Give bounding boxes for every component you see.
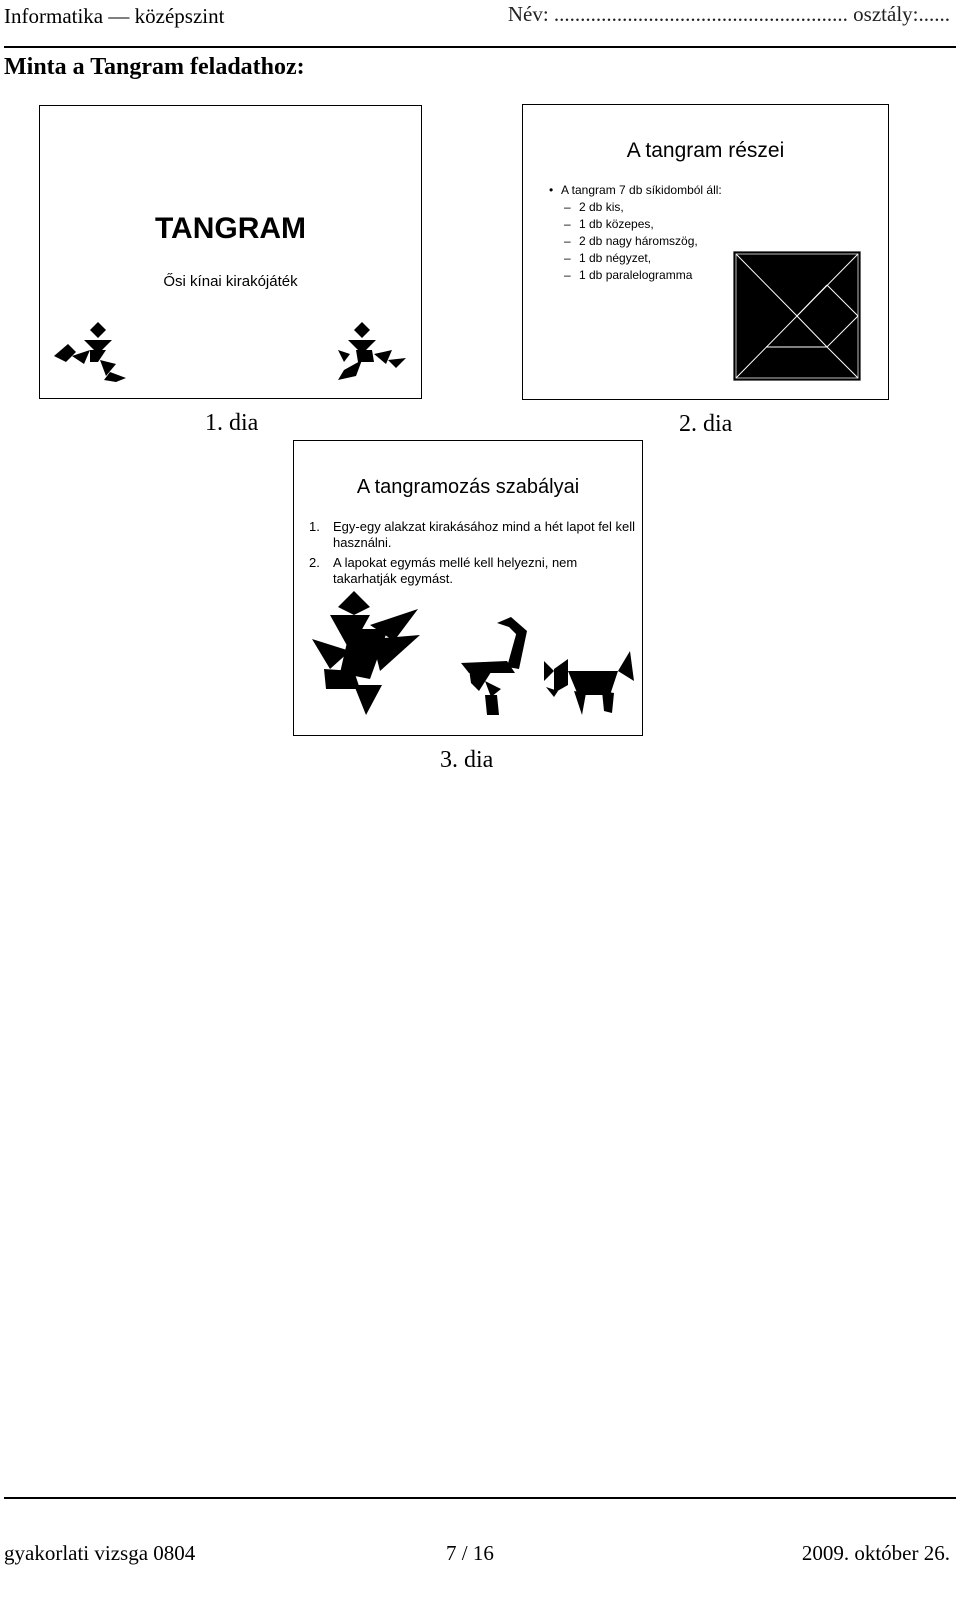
tangram-square-diagram [733, 251, 861, 381]
slide-3-title: A tangramozás szabályai [356, 476, 580, 498]
list-item [309, 519, 639, 551]
footer-page-number: 7 / 16 [446, 1541, 494, 1565]
slide-1 [39, 105, 422, 399]
section-title: Minta a Tangram feladathoz: [4, 54, 305, 80]
slide-3-rules-list [309, 519, 639, 591]
header-rule [4, 46, 956, 48]
page-header-right: Név: ........................................................ osztály:...... [507, 2, 950, 26]
rule-text: Egy-egy alakzat kirakásához mind a hét lapot fel kell használni. [333, 519, 636, 550]
list-item: – 1 db közepes, [549, 216, 722, 233]
tangram-swan-figure [459, 617, 529, 717]
slide-1-caption: 1. dia [205, 410, 259, 436]
slide-1-title: TANGRAM [154, 212, 307, 245]
footer-rule [4, 1497, 956, 1499]
slide-2-title: A tangram részei [626, 139, 785, 162]
tangram-runner-figure-left [54, 320, 129, 382]
rule-number: 2. [309, 555, 320, 570]
slide-3-caption: 3. dia [440, 747, 494, 773]
tangram-runner-figure-right [334, 320, 409, 382]
footer-left: gyakorlati vizsga 0804 [4, 1541, 196, 1565]
slide-2-bullet-list [549, 182, 722, 284]
rule-number: 1. [309, 519, 320, 534]
slide-2-caption: 2. dia [679, 411, 733, 437]
list-item: – 2 db kis, [549, 199, 722, 216]
list-item: • A tangram 7 db síkidomból áll: [549, 182, 722, 199]
list-item: – 1 db paralelogramma [549, 267, 722, 284]
tangram-bird-figure [310, 589, 422, 717]
slide-2 [522, 104, 889, 400]
list-item [309, 555, 639, 587]
list-item: – 1 db négyzet, [549, 250, 722, 267]
tangram-cat-figure [544, 649, 634, 717]
footer-date: 2009. október 26. [801, 1541, 950, 1565]
list-item: – 2 db nagy háromszög, [549, 233, 722, 250]
rule-text: A lapokat egymás mellé kell helyezni, nem takarhatják egymást. [333, 555, 578, 586]
page-header-left: Informatika — középszint [4, 4, 225, 28]
slide-3 [293, 440, 643, 736]
slide-1-subtitle: Ősi kínai kirakójáték [163, 273, 298, 290]
